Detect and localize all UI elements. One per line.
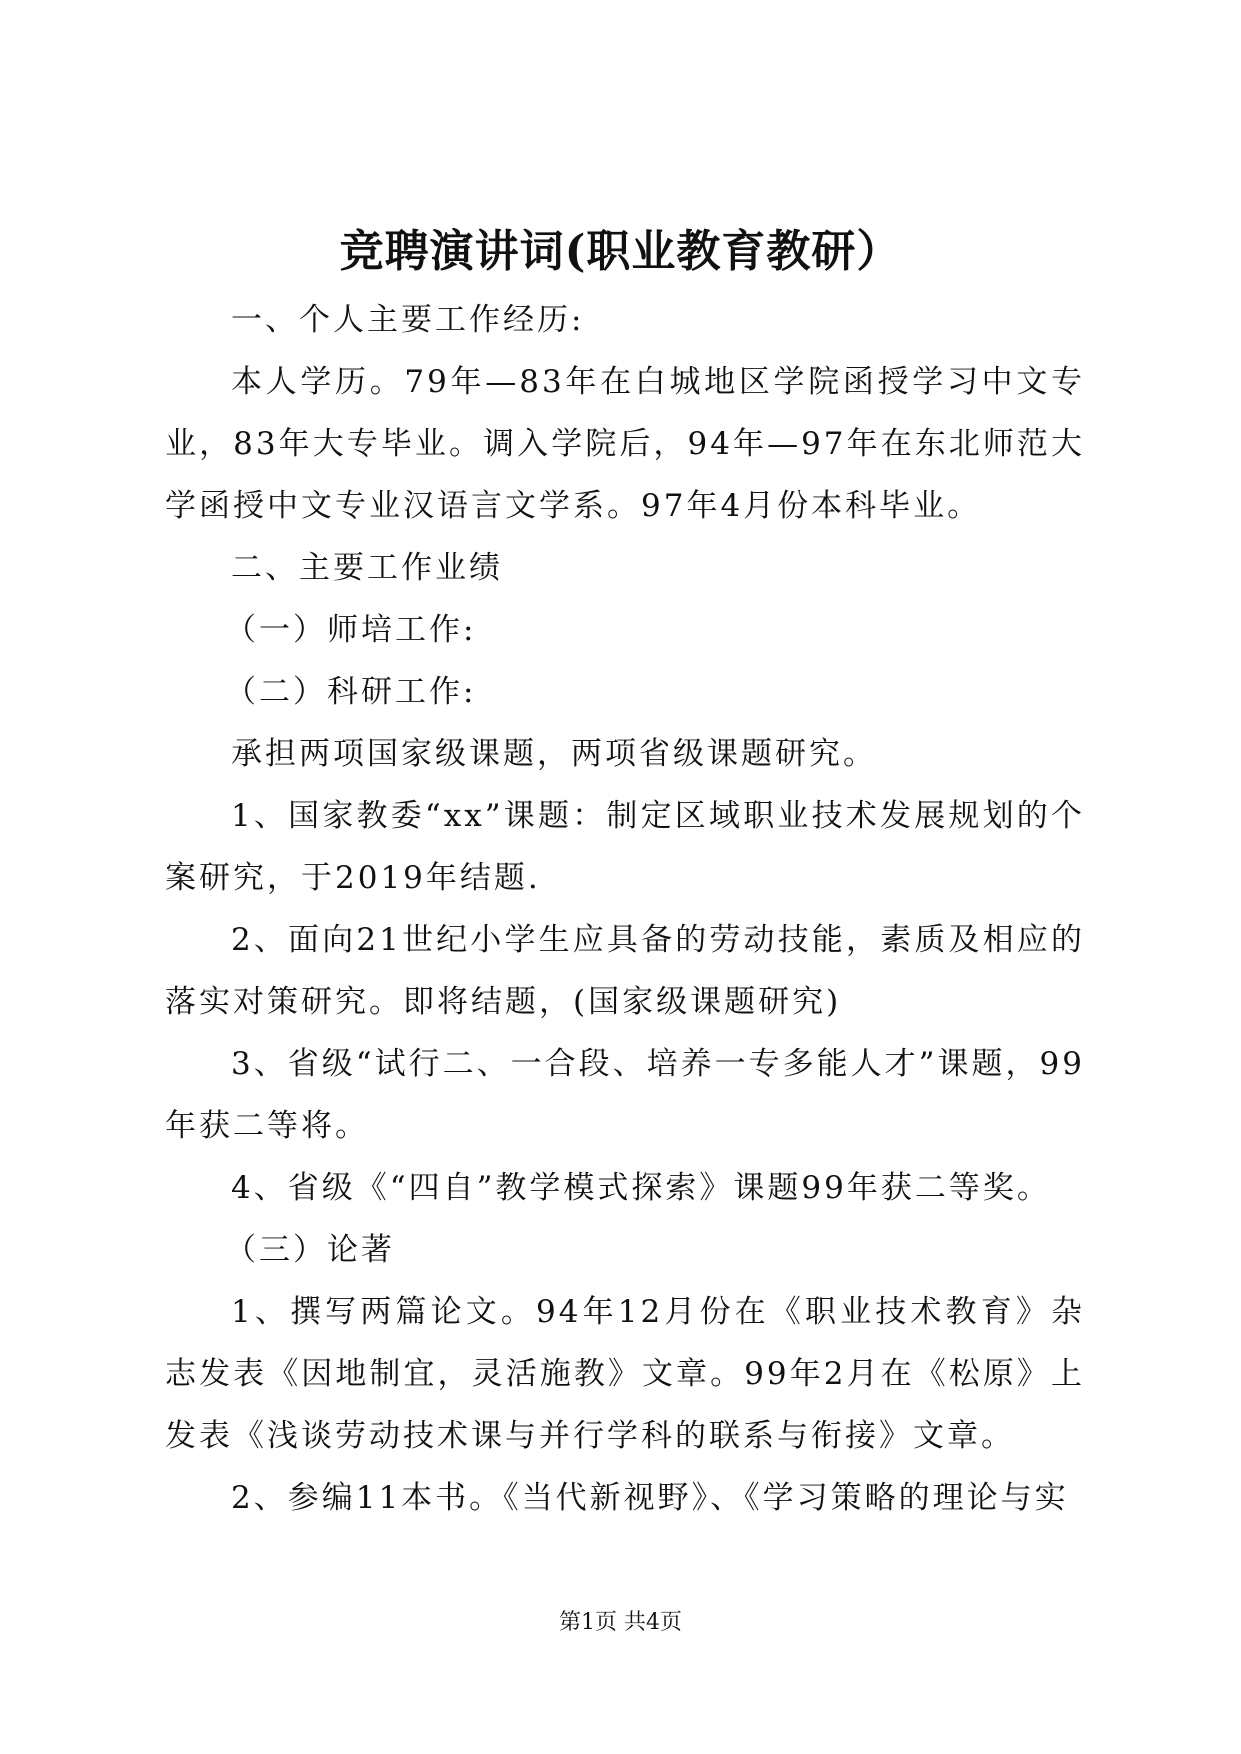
page-footer: 第1页 共4页 <box>559 1610 682 1635</box>
list-item-research-1: 1、国家教委“xx”课题：制定区域职业技术发展规划的个案研究，于2019年结题. <box>165 798 1085 896</box>
subheading-teacher-training: （一）师培工作: <box>225 612 477 648</box>
list-item-publication-2: 2、参编11本书。《当代新视野》、《学习策略的理论与实 <box>231 1480 1069 1516</box>
subheading-publications: （三）论著 <box>225 1232 395 1268</box>
list-item-publication-1: 1、撰写两篇论文。94年12月份在《职业技术教育》杂志发表《因地制宜，灵活施教》文章。99年2月在《松原》上发表《浅谈劳动技术课与并行学科的联系与衔接》文章。 <box>165 1294 1085 1454</box>
section-heading-achievements: 二、主要工作业绩 <box>231 550 503 586</box>
section-heading-work-history: 一、个人主要工作经历: <box>231 302 585 338</box>
list-item-research-2: 2、面向21世纪小学生应具备的劳动技能，素质及相应的落实对策研究。即将结题，(国家级课题研究) <box>165 922 1085 1020</box>
subheading-research: （二）科研工作: <box>225 674 477 710</box>
paragraph-research-summary: 承担两项国家级课题，两项省级课题研究。 <box>231 736 877 772</box>
document-body <box>165 289 1085 1529</box>
document-title: 竞聘演讲词(职业教育教研） <box>339 226 902 277</box>
list-item-research-3: 3、省级“试行二、一合段、培养一专多能人才”课题，99年获二等将。 <box>165 1046 1085 1144</box>
paragraph-education: 本人学历。79年—83年在白城地区学院函授学习中文专业，83年大专毕业。调入学院后，94年—97年在东北师范大学函授中文专业汉语言文学系。97年4月份本科毕业。 <box>165 364 1085 524</box>
list-item-research-4: 4、省级《“四自”教学模式探索》课题99年获二等奖。 <box>231 1170 1051 1206</box>
